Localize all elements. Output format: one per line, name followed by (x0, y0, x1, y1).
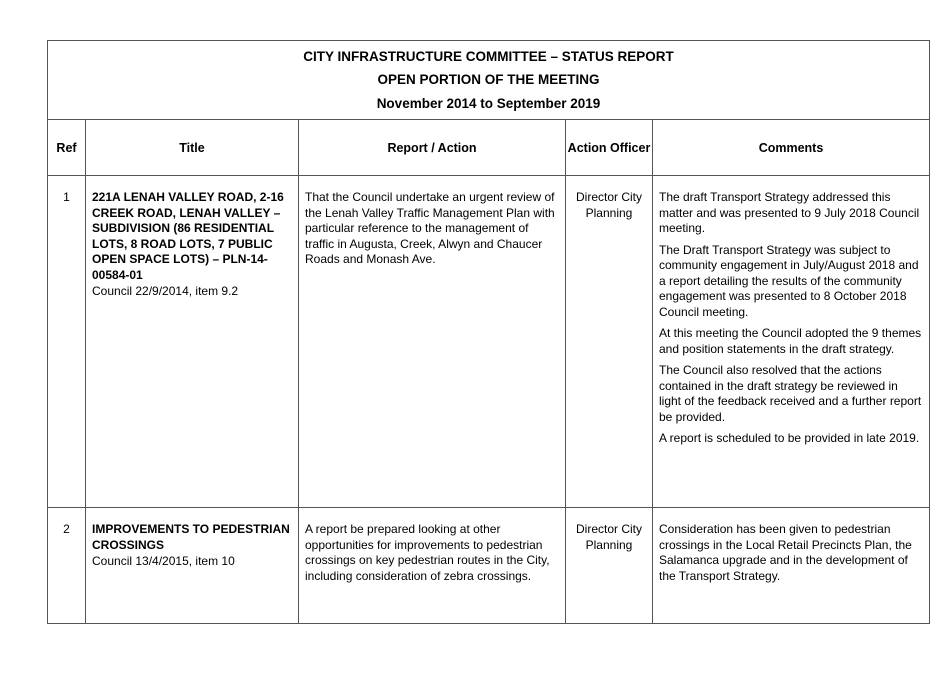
report-heading-line-2: OPEN PORTION OF THE MEETING (377, 72, 600, 88)
row-officer: Director City Planning (566, 176, 653, 508)
comment-paragraph: The draft Transport Strategy addressed this matter and was presented to 9 July 2018 Council meeting. (659, 190, 920, 235)
row-title-cell (86, 508, 299, 624)
row-action: A report be prepared looking at other opportunities for improvements to pedestrian crossings on key pedestrian routes in the City, including consideration of zebra crossings. (299, 508, 566, 624)
comment-paragraph: The Council also resolved that the actions contained in the draft strategy be reviewed in light of the feedback received and a further report be provided. (659, 363, 922, 424)
table-row (48, 508, 930, 624)
row-ref: 2 (48, 508, 86, 624)
report-heading-line-1: CITY INFRASTRUCTURE COMMITTEE – STATUS REPORT (303, 48, 674, 64)
comment-paragraph: The Draft Transport Strategy was subject to community engagement in July/August 2018 and a report detailing the results of the community engagement was presented to 8 October 2018 Council meeting. (659, 242, 919, 319)
row-title-cell (86, 176, 299, 508)
comment-paragraph: Consideration has been given to pedestrian crossings in the Local Retail Precincts Plan, the Salamanca upgrade and in the development of the Transport Strategy. (659, 522, 912, 583)
column-header-title: Title (86, 120, 299, 176)
column-header-row (48, 120, 930, 176)
column-header-report-action: Report / Action (299, 120, 566, 176)
row-council-ref: Council 13/4/2015, item 10 (92, 554, 235, 568)
table-row (48, 176, 930, 508)
row-council-ref: Council 22/9/2014, item 9.2 (92, 284, 239, 298)
row-comments-cell (653, 508, 930, 624)
row-officer: Director City Planning (566, 508, 653, 624)
column-header-comments: Comments (653, 120, 930, 176)
report-heading (48, 41, 930, 120)
row-comments-cell (653, 176, 930, 508)
report-heading-row (48, 41, 930, 120)
row-ref: 1 (48, 176, 86, 508)
column-header-ref: Ref (48, 120, 86, 176)
report-heading-line-3: November 2014 to September 2019 (376, 95, 601, 111)
column-header-action-officer: Action Officer (566, 120, 653, 176)
comment-paragraph: At this meeting the Council adopted the 9 themes and position statements in the draft strategy. (659, 326, 922, 356)
comment-paragraph: A report is scheduled to be provided in late 2019. (659, 431, 920, 445)
row-title: 221A LENAH VALLEY ROAD, 2-16 CREEK ROAD, LENAH VALLEY – SUBDIVISION (86 RESIDENTIAL LOTS, 8 ROAD LOTS, 7 PUBLIC OPEN SPACE LOTS) – PLN-14-00584-01 (92, 190, 284, 282)
row-title: IMPROVEMENTS TO PEDESTRIAN CROSSINGS (92, 522, 290, 552)
status-report-table (47, 40, 930, 624)
row-action: That the Council undertake an urgent review of the Lenah Valley Traffic Management Plan with particular reference to the management of traffic in Augusta, Creek, Alwyn and Chaucer Roads and Monash Ave. (299, 176, 566, 508)
